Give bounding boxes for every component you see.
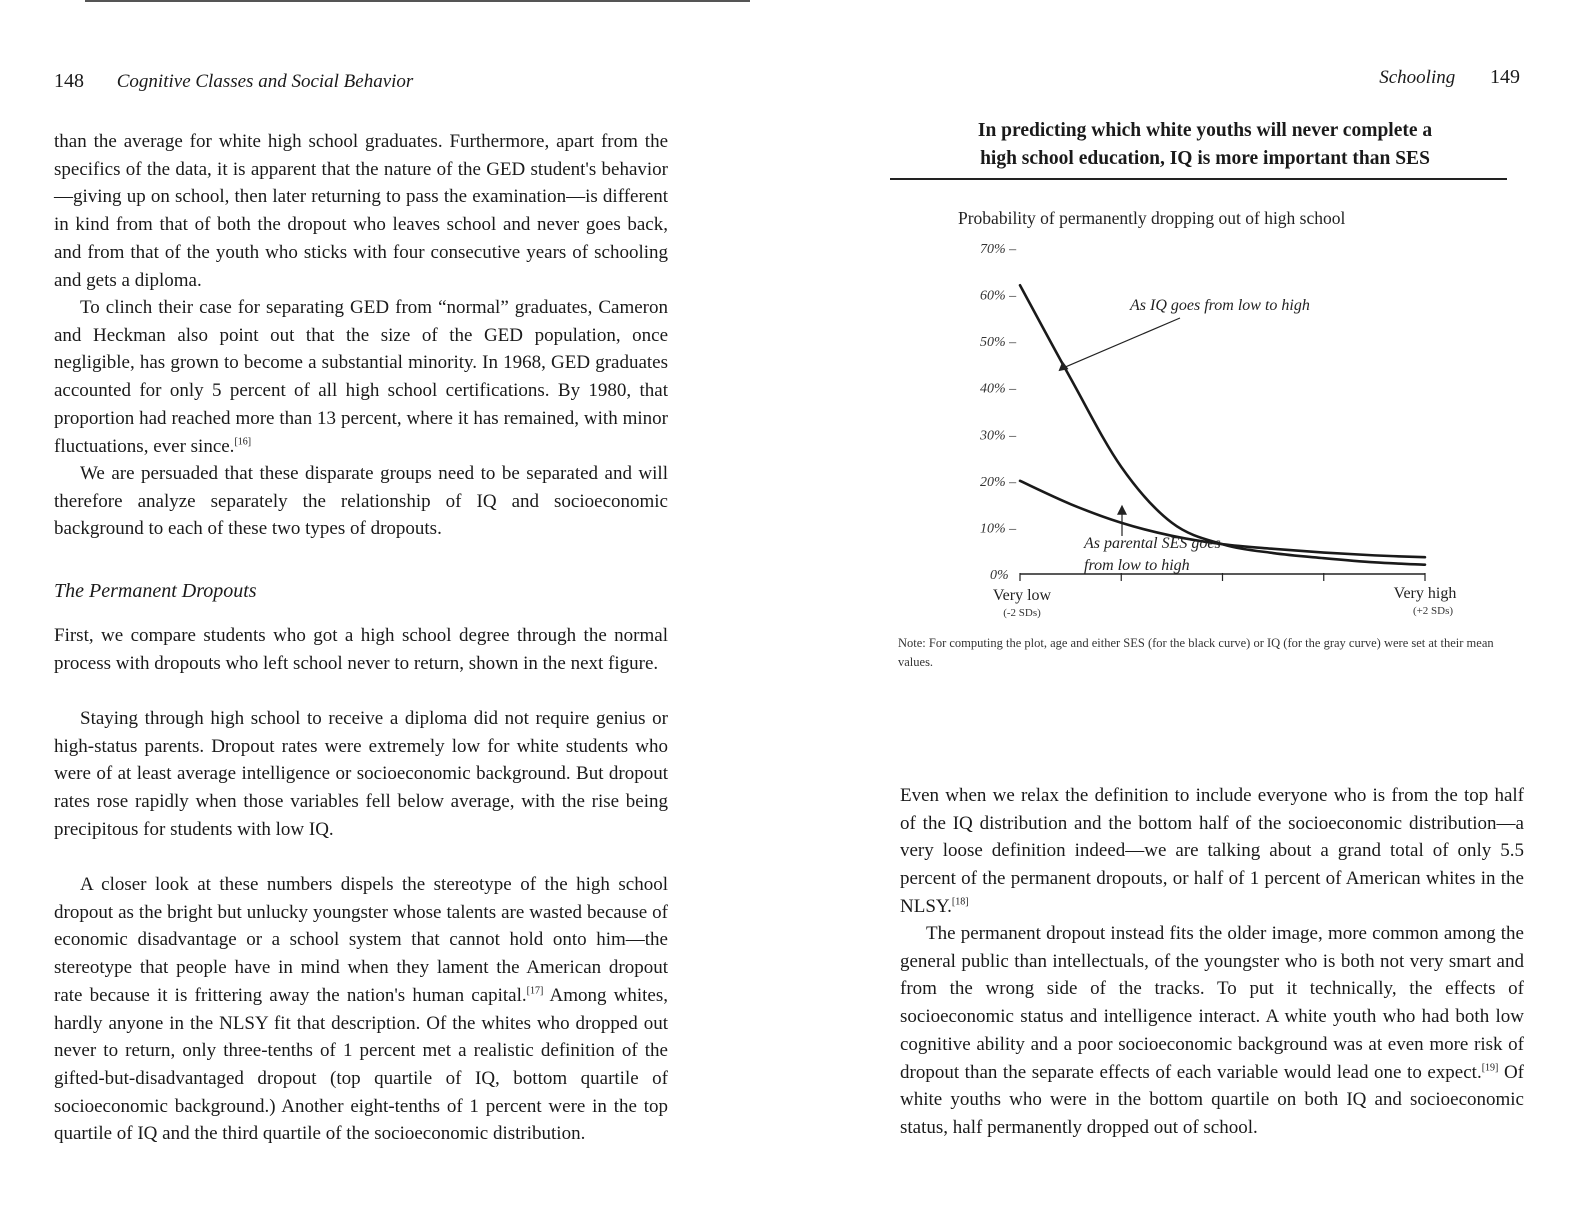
right-body bbox=[900, 782, 1524, 1182]
section-subheading: The Permanent Dropouts bbox=[54, 580, 257, 602]
left-page bbox=[0, 0, 760, 1220]
paragraph: The permanent dropout instead fits the older image, more common among the general public than intellectuals, of the youngster who is both not very smart and from the wrong side of the tracks. To put it technically, the effects of socioeconomic status and intelligence interact. A white youth who had both low cognitive ability and a poor socioeconomic background was at even more risk of dropout than the separate effects of each variable would lead one to expect.[19] Of white youths who were in the bottom quartile on both IQ and socioeconomic status, half permanently dropped out of school. bbox=[900, 923, 1525, 1138]
top-rule bbox=[85, 0, 750, 2]
right-page bbox=[800, 0, 1582, 1220]
note-ref: [16] bbox=[234, 436, 252, 448]
figure-rule bbox=[890, 178, 1507, 180]
paragraph: First, we compare students who got a high school degree through the normal process with dropouts who left school never to return, shown in the next figure. bbox=[54, 625, 668, 674]
note-ref: [19] bbox=[1481, 1062, 1499, 1074]
paragraph: We are persuaded that these disparate groups need to be separated and will therefore analyze separately the relationship of IQ and socioeconomic background to each of these two types of dropouts. bbox=[54, 463, 668, 540]
running-title: Schooling bbox=[1379, 67, 1456, 88]
ses-curve bbox=[1020, 481, 1425, 557]
iq-label-pointer bbox=[1061, 318, 1181, 369]
note-ref: [17] bbox=[526, 985, 544, 997]
page-number: 149 bbox=[1490, 66, 1520, 88]
note-ref: [18] bbox=[951, 896, 969, 908]
right-page-header bbox=[1340, 66, 1520, 89]
paragraph: than the average for white high school graduates. Furthermore, apart from the specifics of the data, it is apparent that the nature of the GED student's behavior—giving up on school, then later returning to pass the examination—is different in kind from that of both the dropout who leaves school and never goes back, and from that of the youth who sticks with four consecutive years of schooling and gets a diploma. bbox=[54, 131, 668, 291]
paragraph: Staying through high school to receive a diploma did not require genius or high-status parents. Dropout rates were extremely low for white students who were of at least average intelligence or socioeconomic background. But dropout rates rose rapidly when those variables fell below average, with the rise being precipitous for students with low IQ. bbox=[54, 708, 668, 840]
paragraph: Even when we relax the definition to include everyone who is from the top half of the IQ distribution and the bottom half of the socioeconomic distribution—a very loose definition indeed—we are talking about a grand total of only 5.5 percent of the permanent dropouts, or half of 1 percent of American whites in the NLSY.[18] bbox=[900, 785, 1524, 917]
y-tick-label: 60% – bbox=[980, 288, 1017, 304]
x-tick-label: Very low bbox=[992, 587, 1052, 604]
iq-curve bbox=[1020, 285, 1425, 564]
y-tick-label: 30% – bbox=[980, 428, 1017, 444]
left-body bbox=[54, 128, 668, 1188]
page-number: 148 bbox=[54, 70, 84, 92]
series-label-ses-line2: from low to high bbox=[1084, 557, 1190, 574]
y-tick-label: 0% bbox=[990, 568, 1009, 583]
y-tick-label: 50% – bbox=[980, 335, 1017, 351]
paragraph: A closer look at these numbers dispels the stereotype of the high school dropout as the bright but unlucky youngster whose talents are wasted because of economic disadvantage or a school system that cannot hold onto him—the stereotype that people have in mind when they lament the American dropout rate because it is frittering away the nation's human capital.[17] Among whites, hardly anyone in the NLSY fit that description. Of the whites who dropped out never to return, only three-tenths of 1 percent met a realistic definition of the gifted-but-disadvantaged dropout (top quartile of IQ, bottom quartile of socioeconomic background.) Another eight-tenths of 1 percent were in the top quartile of IQ and the third quartile of the socioeconomic distribution. bbox=[54, 874, 669, 1145]
x-tick-sublabel: (-2 SDs) bbox=[1003, 607, 1041, 619]
running-title: Cognitive Classes and Social Behavior bbox=[116, 71, 414, 92]
left-page-header bbox=[54, 70, 754, 93]
figure-title: In predicting which white youths will never complete a high school education, IQ is more important than SES bbox=[977, 120, 1433, 169]
y-tick-label: 70% – bbox=[980, 242, 1017, 257]
x-tick-sublabel: (+2 SDs) bbox=[1412, 605, 1454, 617]
y-tick-label: 10% – bbox=[980, 521, 1017, 537]
series-label-ses-line1: As parental SES goes bbox=[1084, 535, 1221, 552]
y-axis-label: Probability of permanently dropping out of high school bbox=[958, 208, 1346, 228]
y-tick-label: 40% – bbox=[980, 381, 1017, 397]
series-label-iq: As IQ goes from low to high bbox=[1130, 297, 1310, 314]
paragraph: To clinch their case for separating GED from “normal” graduates, Cameron and Heckman also point out that the size of the GED population, once negligible, has grown to become a substantial minority. In 1968, GED graduates accounted for only 5 percent of all high school certifications. By 1980, that proportion had reached more than 13 percent, where it has remained, with minor fluctuations, ever since.[16] bbox=[54, 297, 668, 457]
x-tick-label: Very high bbox=[1393, 585, 1457, 602]
y-tick-label: 20% – bbox=[980, 474, 1017, 490]
figure-note: Note: For computing the plot, age and either SES (for the black curve) or IQ (for the gray curve) were set at their mean values. bbox=[898, 636, 1494, 669]
ses-pointer-arrowhead bbox=[1117, 505, 1127, 515]
dropout-probability-chart bbox=[950, 200, 1510, 630]
